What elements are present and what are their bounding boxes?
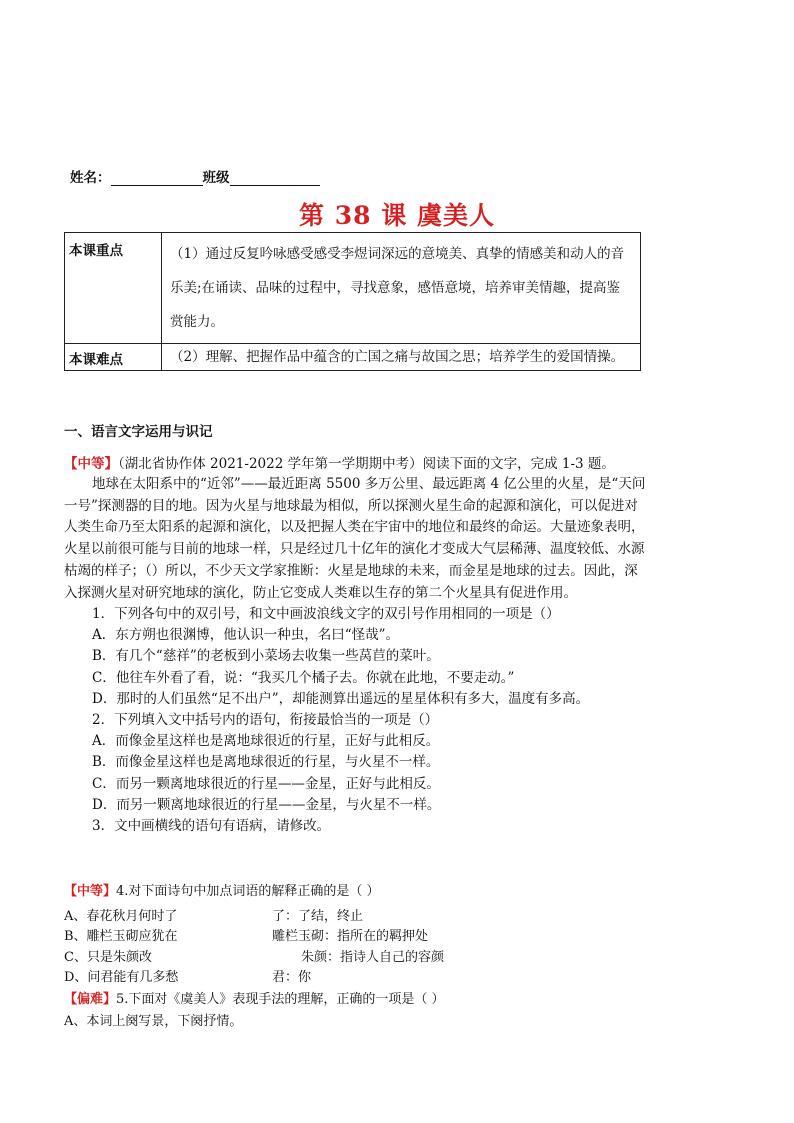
passage-line: 人类生命乃至太阳系的起源和演化，以及把握人类在宇宙中的地位和最终的命运。大量迹象表明，: [64, 519, 645, 536]
question-item: 3．文中画横线的语句有语病，请修改。: [92, 818, 331, 835]
q4-gloss-b: 雕栏玉砌：指所在的羁押处: [272, 929, 429, 944]
question-item: A．东方朔也很渊博，他认识一种虫，名曰“怪哉”。: [92, 627, 400, 644]
q5-stem: 5.下面对《虞美人》表现手法的理解，正确的一项是（ ）: [116, 992, 445, 1007]
difficulty-tag: 【中等】: [64, 456, 118, 472]
passage-line: 一号”探测器的目的地。因为火星与地球最为相似，所以探测火星生命的起源和演化，可以促进对: [64, 497, 638, 514]
key-row: [65, 233, 641, 344]
class-label: 班级: [202, 170, 230, 186]
difficult-label: 本课难点: [65, 344, 162, 371]
question-list: [92, 604, 589, 837]
q4-stem: 4.对下面诗句中加点词语的解释正确的是（ ）: [116, 884, 380, 899]
difficult-text: （2）理解、把握作品中蕴含的亡国之痛与故国之思；培养学生的爱国情操。: [162, 344, 641, 371]
key-label: 本课重点: [65, 233, 162, 344]
question-item: 1．下列各句中的双引号，和文中画波浪线文字的双引号作用相同的一项是（）: [92, 606, 560, 622]
passage: [64, 474, 645, 604]
q4-option-d: D、问君能有几多愁: [64, 970, 179, 985]
q5-tag: 【偏难】: [64, 992, 117, 1007]
q4-tag: 【中等】: [64, 884, 117, 899]
lesson-focus-table: [64, 232, 641, 371]
q5-option-a: A、本词上阕写景，下阕抒情。: [64, 1014, 243, 1029]
class-blank[interactable]: [230, 171, 320, 186]
source-text: （湖北省协作体 2021-2022 学年第一学期期中考）阅读下面的文字，完成 1-3 题。: [118, 456, 615, 472]
section-source-line: [64, 452, 615, 472]
question-item: D．而另一颗离地球很近的行星——金星，与火星不一样。: [92, 796, 441, 813]
passage-line: 枯竭的样子；（）所以，不少天文学家推断：火星是地球的未来，而金星是地球的过去。因此，深: [64, 562, 638, 579]
lesson-title: 第 38 课 虞美人: [299, 201, 495, 230]
q4-gloss-c: 朱颜：指诗人自己的容颜: [301, 950, 445, 965]
q5-stem-line: [64, 988, 445, 1007]
passage-line: 火星以前很可能与目前的地球一样，只是经过几十亿年的演化才变成大气层稀薄、温度较低、水源: [64, 541, 645, 558]
q4-option-c: C、只是朱颜改: [64, 950, 152, 965]
question-item: C．他往车外看了看，说：“我买几个橘子去。你就在此地，不要走动。”: [92, 669, 515, 686]
question-item: C．而另一颗离地球很近的行星——金星，正好与此相反。: [92, 775, 440, 792]
section-heading: 一、语言文字运用与识记: [64, 424, 213, 440]
q4-gloss-d: 君：你: [272, 970, 312, 985]
q4-gloss-a: 了：了结，终止: [272, 909, 364, 924]
q4-option-b: B、雕栏玉砌应犹在: [64, 929, 178, 944]
name-class-line: [70, 166, 320, 186]
question-item: 2．下列填入文中括号内的语句，衔接最恰当的一项是（）: [92, 712, 439, 729]
question-item: B．有几个“慈祥”的老板到小菜场去收集一些莴苣的菜叶。: [92, 648, 440, 665]
passage-line: 入探测火星对研究地球的演化，防止它变成人类难以生存的第二个火星具有促进作用。: [64, 584, 577, 601]
name-label: 姓名：: [70, 170, 111, 186]
question-item: B．而像金星这样也是离地球很近的行星，与火星不一样。: [92, 754, 440, 771]
key-text: （1）通过反复吟咏感受感受李煜词深远的意境美、真挚的情感美和动人的音乐美;在诵读、品味的过程中，寻找意象，感悟意境，培养审美情趣，提高鉴赏能力。: [162, 233, 641, 344]
q4-stem-line: [64, 880, 380, 899]
question-item: D．那时的人们虽然“足不出户”，却能测算出遥远的星星体积有多大，温度有多高。: [92, 690, 590, 707]
passage-line: 地球在太阳系中的“近邻”——最近距离 5500 多万公里、最远距离 4 亿公里的火星，是“天问: [92, 476, 646, 492]
question-item: A．而像金星这样也是离地球很近的行星，正好与此相反。: [92, 733, 440, 750]
q4-option-a: A、春花秋月何时了: [64, 909, 178, 924]
difficult-row: [65, 344, 641, 371]
name-blank[interactable]: [111, 171, 203, 186]
